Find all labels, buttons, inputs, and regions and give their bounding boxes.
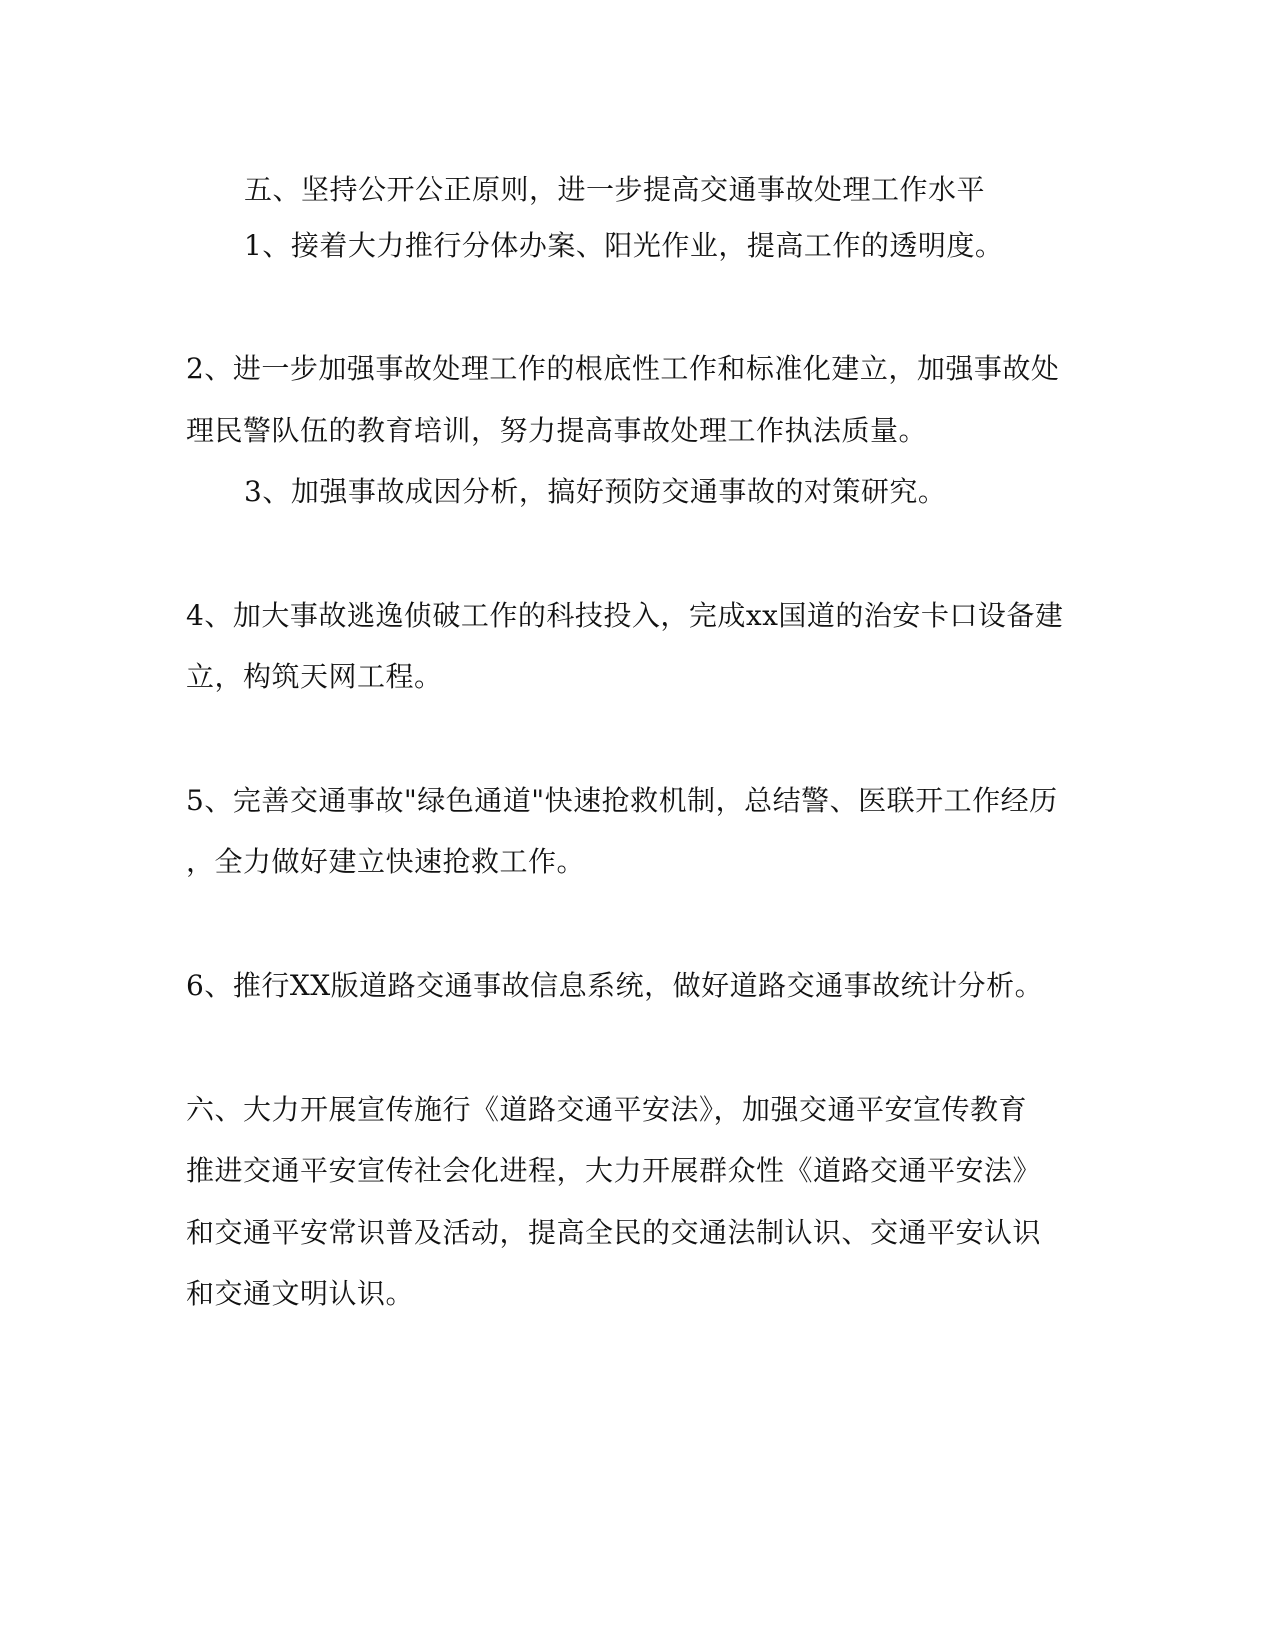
paragraph-line: ，全力做好建立快速抢救工作。 xyxy=(186,845,586,878)
paragraph-line: 5、完善交通事故"绿色通道"快速抢救机制，总结警、医联开工作经历 xyxy=(186,784,1058,817)
paragraph-line: 推进交通平安宣传社会化进程，大力开展群众性《道路交通平安法》 xyxy=(186,1154,1042,1187)
paragraph-line: 和交通平安常识普及活动，提高全民的交通法制认识、交通平安认识 xyxy=(186,1216,1042,1249)
paragraph-line: 立，构筑天网工程。 xyxy=(186,660,443,693)
paragraph-line: 4、加大事故逃逸侦破工作的科技投入，完成xx国道的治安卡口设备建 xyxy=(186,599,1064,632)
paragraph-line: 3、加强事故成因分析，搞好预防交通事故的对策研究。 xyxy=(244,475,947,508)
paragraph-line: 理民警队伍的教育培训，努力提高事故处理工作执法质量。 xyxy=(186,414,928,447)
paragraph-line: 2、进一步加强事故处理工作的根底性工作和标准化建立，加强事故处 xyxy=(186,352,1060,385)
section-heading-6: 六、大力开展宣传施行《道路交通平安法》，加强交通平安宣传教育 xyxy=(186,1093,1028,1126)
paragraph-line: 1、接着大力推行分体办案、阳光作业，提高工作的透明度。 xyxy=(244,229,1004,262)
paragraph-line: 和交通文明认识。 xyxy=(186,1277,415,1310)
section-heading-5: 五、坚持公开公正原则，进一步提高交通事故处理工作水平 xyxy=(244,173,986,206)
paragraph-line: 6、推行XX版道路交通事故信息系统，做好道路交通事故统计分析。 xyxy=(186,969,1044,1002)
